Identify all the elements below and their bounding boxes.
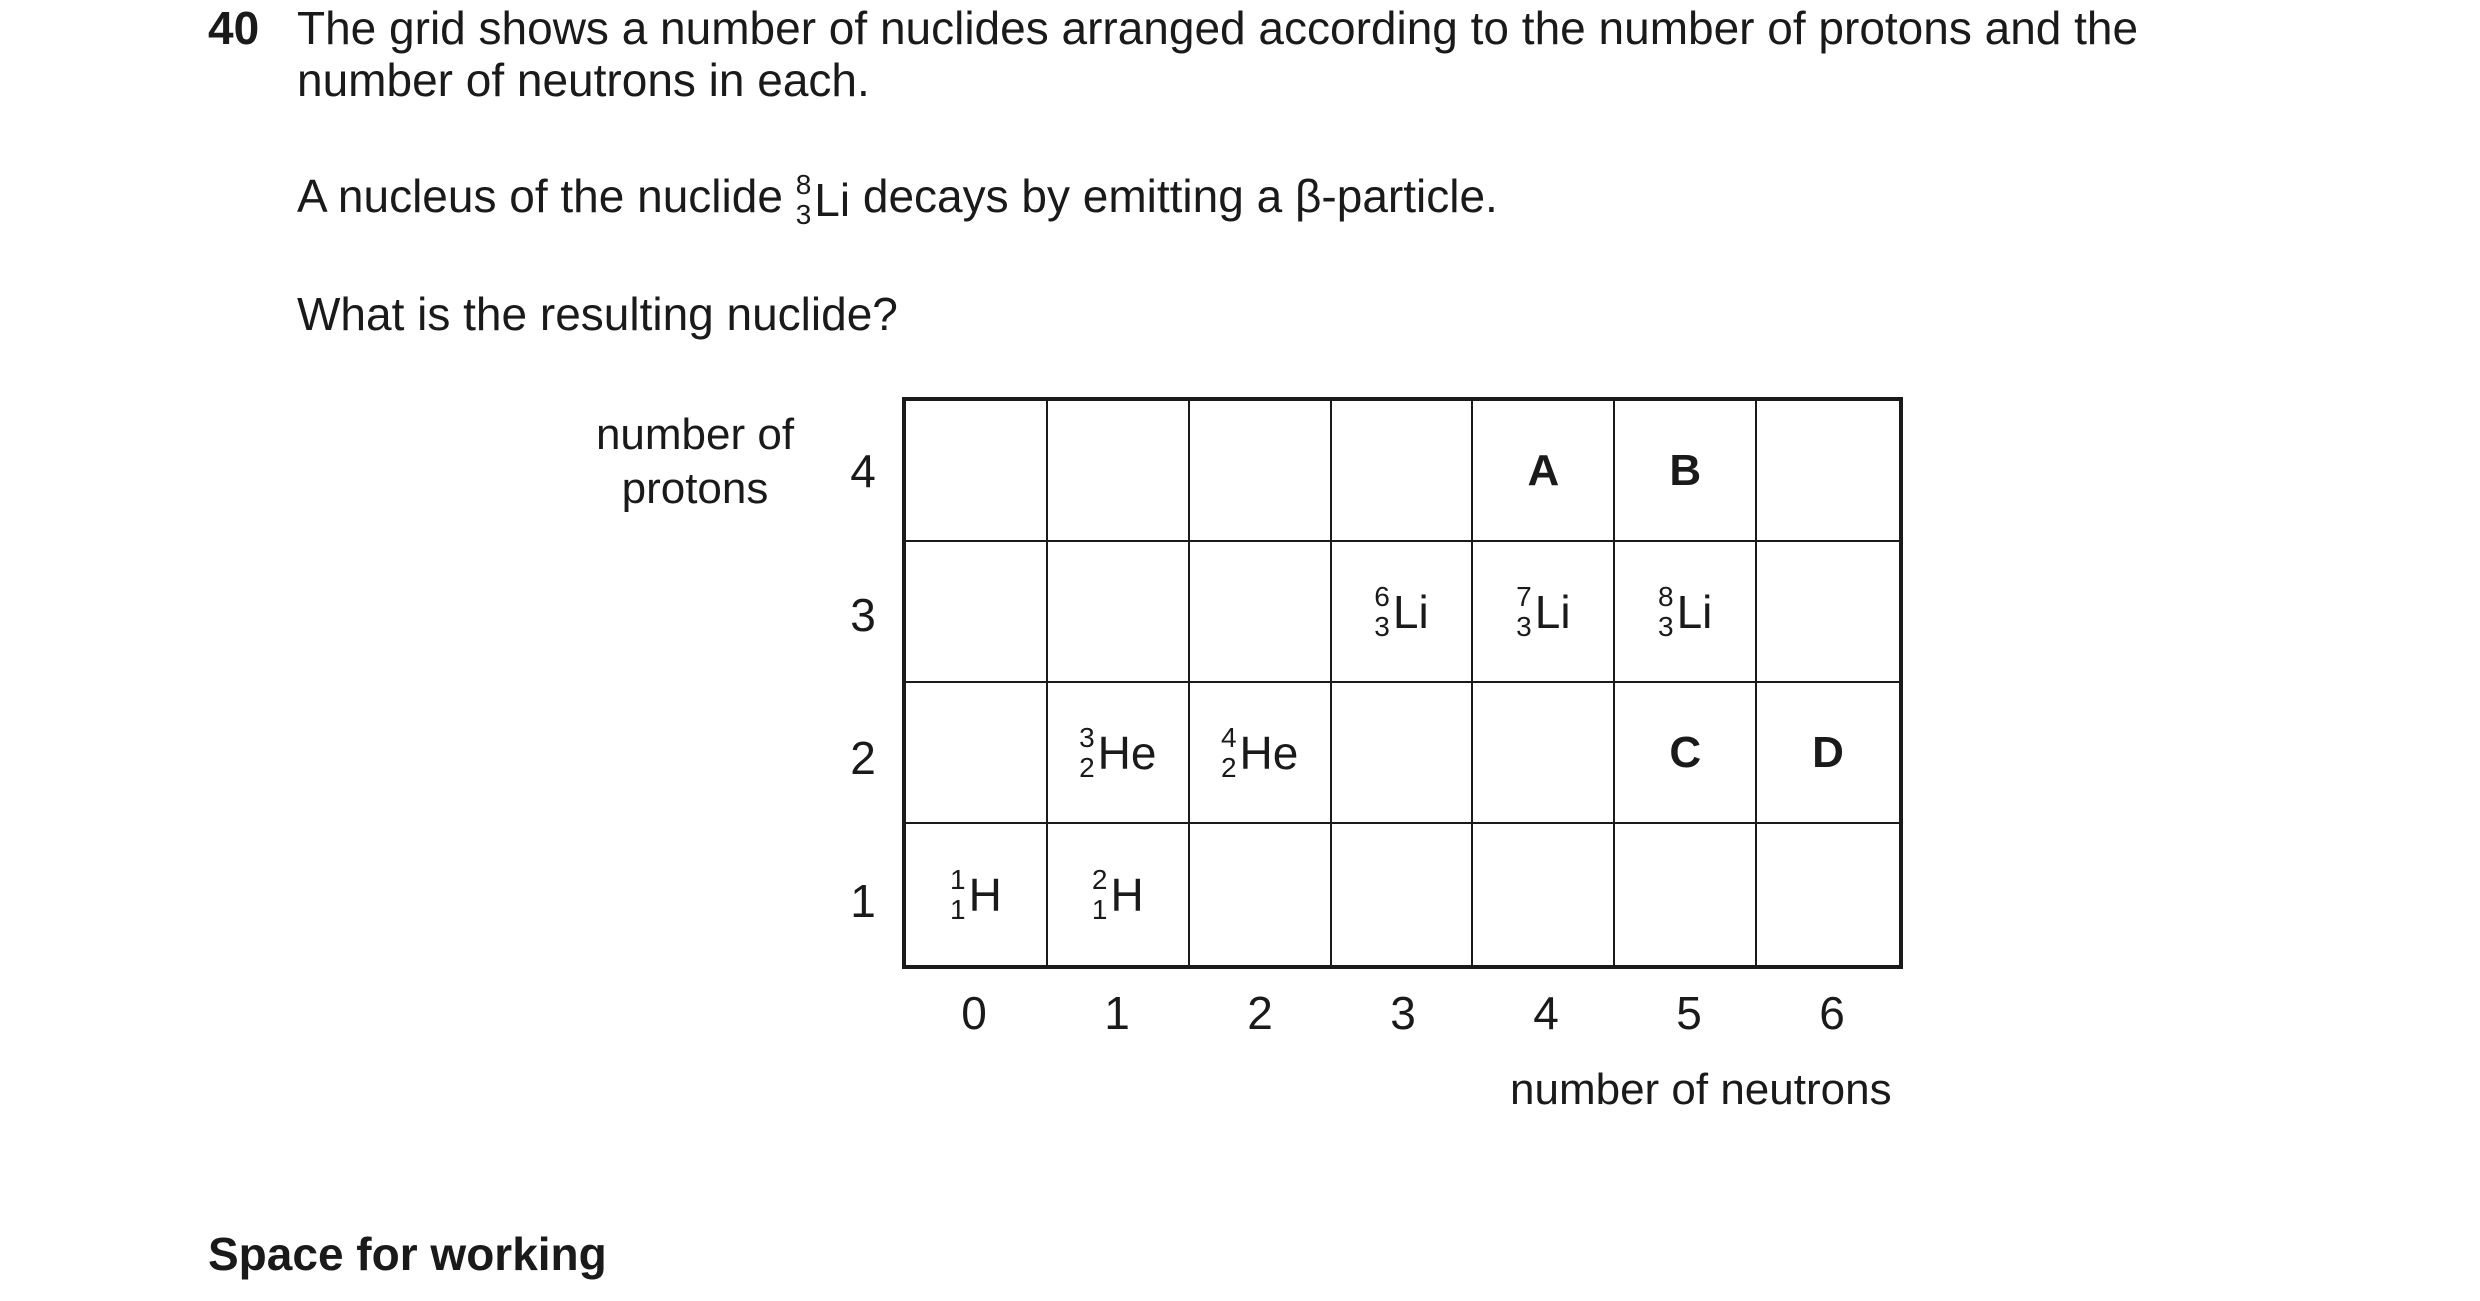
option-c-label: C: [1669, 727, 1702, 777]
stem-nuclide: [796, 170, 850, 230]
grid-cell: [1332, 683, 1474, 824]
element-symbol: H: [968, 868, 1002, 921]
grid-cell-li8: [1615, 542, 1757, 683]
element-symbol: Li: [1676, 585, 1713, 638]
question-intro-line1: The grid shows a number of nuclides arranged according to the number of protons and the: [297, 2, 2139, 54]
grid-cell: [1757, 401, 1899, 542]
x-tick-label: 1: [1104, 987, 1130, 1039]
grid-cell: [1473, 683, 1615, 824]
nuclide-h2: [1092, 865, 1144, 925]
x-tick-label: 0: [961, 987, 987, 1039]
option-b-label: B: [1669, 445, 1702, 495]
atomic-number: 3: [1658, 610, 1674, 642]
grid-cell-li6: [1332, 542, 1474, 683]
grid-cell: [1048, 401, 1190, 542]
option-a-label: A: [1527, 445, 1560, 495]
grid-cell: [906, 542, 1048, 683]
x-tick-label: 2: [1247, 987, 1273, 1039]
y-tick-label: 4: [850, 445, 876, 497]
y-axis-label-line1: number of: [595, 410, 795, 459]
stem-text-before: A nucleus of the nuclide: [297, 170, 783, 222]
y-axis-label: [570, 408, 820, 516]
grid-cell: [906, 683, 1048, 824]
atomic-number: 3: [1374, 610, 1390, 642]
nuclide-he4: [1221, 723, 1298, 783]
mass-number: 4: [1220, 721, 1237, 753]
mass-number: 2: [1091, 863, 1108, 895]
nuclide-li6: [1374, 582, 1428, 642]
grid-cell: [1332, 401, 1474, 542]
y-axis-label-line2: protons: [621, 464, 769, 513]
grid-cell: [1332, 824, 1474, 965]
x-axis-label: number of neutrons: [1510, 1065, 1892, 1114]
grid-cell-option-d: [1757, 683, 1899, 824]
grid-cell-h2: [1048, 824, 1190, 965]
grid-cell: [1190, 542, 1332, 683]
x-tick-label: 6: [1819, 987, 1845, 1039]
grid-cell-option-a: [1473, 401, 1615, 542]
option-d-label: D: [1812, 727, 1844, 777]
nuclide-he3: [1079, 723, 1156, 783]
question-stem: [297, 168, 1498, 230]
element-symbol: Li: [1392, 585, 1429, 638]
grid-cell: [1190, 824, 1332, 965]
grid-cell-li7: [1473, 542, 1615, 683]
y-tick-label: 3: [850, 589, 876, 641]
grid-cell: [906, 401, 1048, 542]
atomic-number: 1: [950, 893, 966, 925]
stem-mass-number: 8: [795, 168, 812, 200]
grid-cell-option-c: [1615, 683, 1757, 824]
grid-cell-option-b: [1615, 401, 1757, 542]
nuclide-li8: [1658, 582, 1712, 642]
mass-number: 8: [1658, 580, 1674, 612]
grid-cell-he3: [1048, 683, 1190, 824]
working-space-label: Space for working: [208, 1228, 607, 1280]
element-symbol: He: [1097, 726, 1157, 779]
grid-cell: [1615, 824, 1757, 965]
element-symbol: He: [1239, 726, 1299, 779]
atomic-number: 2: [1079, 751, 1095, 783]
nuclide-h1: [950, 865, 1002, 925]
x-tick-label: 4: [1533, 987, 1559, 1039]
x-tick-label: 5: [1676, 987, 1702, 1039]
question-intro-line2: number of neutrons in each.: [297, 54, 870, 106]
mass-number: 1: [950, 863, 966, 895]
grid-cell-he4: [1190, 683, 1332, 824]
grid-cell: [1757, 542, 1899, 683]
stem-element-symbol: Li: [814, 173, 851, 226]
grid-cell: [1473, 824, 1615, 965]
atomic-number: 2: [1220, 751, 1237, 783]
grid-cell-h1: [906, 824, 1048, 965]
mass-number: 6: [1374, 580, 1390, 612]
nuclide-grid: [902, 397, 1903, 969]
stem-atomic-number: 3: [795, 198, 812, 230]
atomic-number: 1: [1091, 893, 1108, 925]
x-tick-label: 3: [1390, 987, 1416, 1039]
element-symbol: H: [1110, 868, 1144, 921]
grid-cell: [1757, 824, 1899, 965]
grid-cell: [1048, 542, 1190, 683]
atomic-number: 3: [1516, 610, 1532, 642]
grid-cell: [1190, 401, 1332, 542]
question-number: 40: [208, 2, 260, 54]
y-tick-label: 1: [850, 875, 876, 927]
nuclide-li7: [1516, 582, 1570, 642]
y-tick-label: 2: [850, 732, 876, 784]
mass-number: 3: [1079, 721, 1095, 753]
question-prompt: What is the resulting nuclide?: [297, 288, 898, 340]
mass-number: 7: [1516, 580, 1532, 612]
element-symbol: Li: [1534, 585, 1571, 638]
stem-text-after: decays by emitting a β-particle.: [862, 170, 1498, 222]
